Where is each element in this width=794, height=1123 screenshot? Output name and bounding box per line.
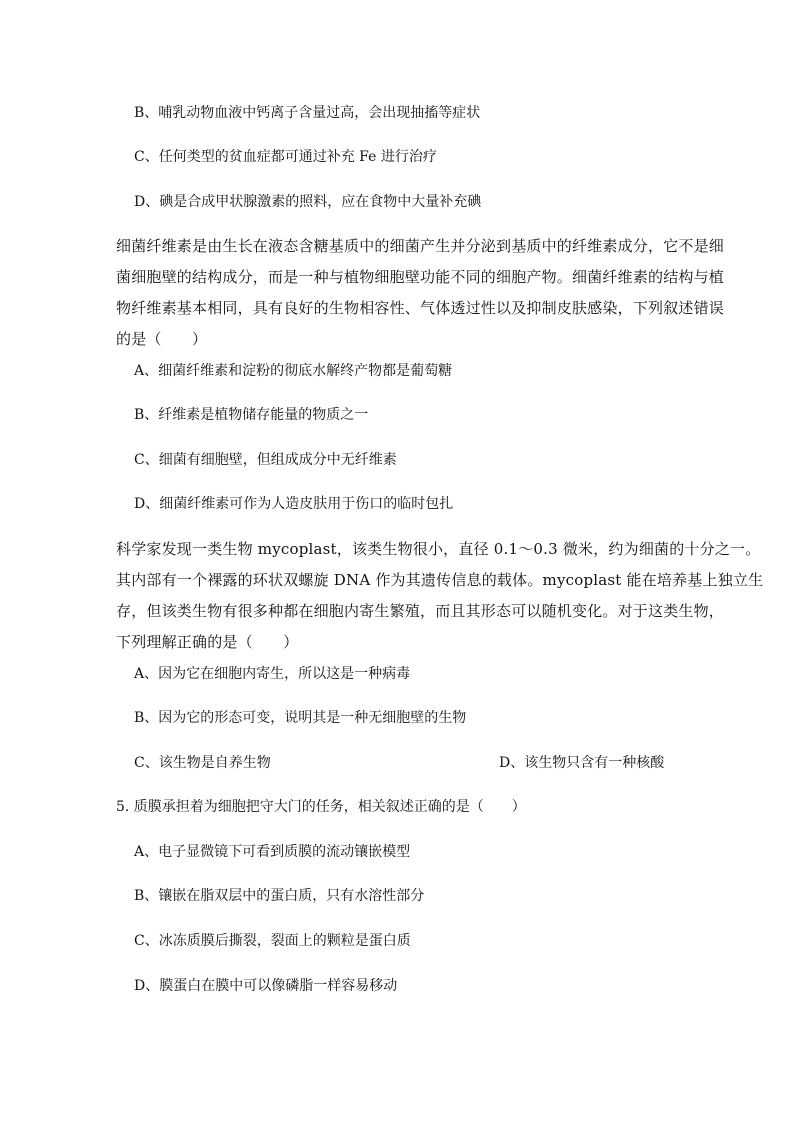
question-stem-line: 细菌纤维素是由生长在液态含糖基质中的细菌产生并分泌到基质中的纤维素成分，它不是细: [116, 237, 725, 255]
option-a: A、细菌纤维素和淀粉的彻底水解终产物都是葡萄糖: [134, 363, 453, 379]
option-d: D、碘是合成甲状腺激素的照料，应在食物中大量补充碘: [134, 194, 482, 210]
option-a: A、因为它在细胞内寄生，所以这是一种病毒: [134, 666, 411, 682]
question-stem-line: 物纤维素基本相同，具有良好的生物相容性、气体透过性以及抑制皮肤感染，下列叙述错误: [116, 299, 725, 317]
question-stem-line: 下列理解正确的是（ ）: [116, 633, 299, 651]
question-stem-line: 存，但该类生物有很多种都在细胞内寄生繁殖，而且其形态可以随机变化。对于这类生物，: [116, 602, 725, 620]
option-c: C、细菌有细胞壁，但组成成分中无纤维素: [134, 452, 397, 468]
question-stem-line: 菌细胞壁的结构成分，而是一种与植物细胞壁功能不同的细胞产物。细菌纤维素的结构与植: [116, 268, 725, 286]
option-b: B、哺乳动物血液中钙离子含量过高，会出现抽搐等症状: [134, 105, 481, 121]
option-d: D、细菌纤维素可作为人造皮肤用于伤口的临时包扎: [134, 496, 454, 512]
option-b: B、因为它的形态可变，说明其是一种无细胞壁的生物: [134, 710, 467, 726]
option-b: B、镶嵌在脂双层中的蛋白质，只有水溶性部分: [134, 888, 425, 904]
option-b: B、纤维素是植物储存能量的物质之一: [134, 407, 369, 423]
option-d: D、膜蛋白在膜中可以像磷脂一样容易移动: [134, 978, 398, 994]
question-5-stem: 5. 质膜承担着为细胞把守大门的任务，相关叙述正确的是（ ）: [116, 799, 526, 815]
option-d: D、该生物只含有一种核酸: [499, 755, 665, 771]
option-c: C、冰冻质膜后撕裂，裂面上的颗粒是蛋白质: [134, 933, 411, 949]
question-stem-line: 其内部有一个裸露的环状双螺旋 DNA 作为其遗传信息的载体。mycoplast 能在培养基上独立生: [116, 571, 764, 589]
question-stem-line: 科学家发现一类生物 mycoplast，该类生物很小，直径 0.1～0.3 微米，约为细菌的十分之一。: [116, 540, 761, 558]
question-stem-line: 的是（ ）: [116, 330, 208, 348]
option-a: A、电子显微镜下可看到质膜的流动镶嵌模型: [134, 844, 411, 860]
option-c: C、该生物是自养生物: [134, 755, 271, 771]
option-c: C、任何类型的贫血症都可通过补充 Fe 进行治疗: [134, 149, 437, 165]
